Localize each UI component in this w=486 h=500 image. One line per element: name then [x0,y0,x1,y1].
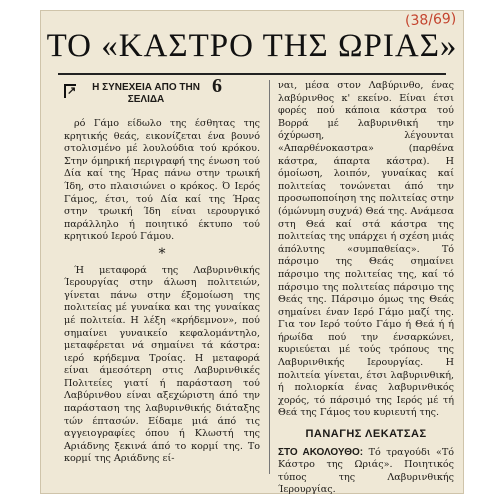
right-column [278,80,454,496]
next-installment-note [278,447,454,497]
column-separator [269,80,270,474]
continuation-text: Η ΣΥΝΕΧΕΙΑ ΑΠΟ ΤΗΝ ΣΕΛΙΔΑ [92,82,200,105]
continuation-marker [64,75,260,110]
left-column [64,75,260,482]
next-installment-label: ΣΤΟ ΑΚΟΛΟΥΘΟ: [278,446,364,458]
author-name: ΠΑΝΑΓΗΣ ΛΕΚΑΤΣΑΣ [305,428,427,441]
arrow-icon: ↗ [67,85,77,97]
continuation-page-number: 6 [212,75,222,97]
article-headline: ΤΟ «ΚΑΣΤΡΟ ΤΗΣ ΩΡΙΑΣ» [46,28,458,64]
handwritten-archive-note: (38/69) [404,10,457,30]
headline-rule [58,73,446,75]
newspaper-clipping [40,10,464,494]
paragraph: ναι, μέσα στον Λαβύρινθο, ένας λαβύρινθος κ' εκείνο. Είναι έτσι φορές πού κάποια κάστρα τού Βορρά μέ λαβυρινθική την όχύρωση, λέγουνται «Απαρθένοκαστρα» (παρθένα κάστρα, άπαρτα κάστρα). Η όμοίωση, λοιπόν, γυναίκας καί πολιτείας τονώνεται άπό την προσωποποίηση της πολιτείας στην (όμώνυμη συχνά) Θεά της. Ανάμεσα στη Θεά καί στά κάστρα της πολιτείας της υπάρχει ή σχέση μιάς άπόλυτης «συμπαθείας». Τό πάρσιμο της Θεάς σημαίνει πάρσιμο της πολιτείας της, καί τό πάρσιμο της πολιτείας πάρσιμο της Θεάς της. Πάρσιμο όμως της Θεάς σημαίνει έναν Ιερό Γάμο μαζί της. Για τον Ιερό τούτο Γάμο ή Θεά ή ή ήρωίδα πού την ένσαρκώνει, κυριεύεται μέ τούς τρόπους της Λαβυρινθικής Ιερουργίας. Η πολιτεία γίνεται, έτσι λαβυρινθική, ή πολιορκία ένας λαβυρινθικός χορός, τό πάρσιμό της Ιερός μέ τή Θεά της Γάμος του κυριευτή της. [278,80,454,419]
paragraph: Ή μεταφορά της Λαβυρινθικής Ίερουργίας στην άλωση πολιτειών, γίνεται πάνω στην έξομοίωση της πολιτείας μέ γυναίκα και της γυναίκας μέ πολιτεία. Η λέξη «κρήδεμνον», πού σημαίνει γυναικείο κεφαλομάντηλο, μεταφέρεται νά σημαίνει τά κάστρα: ιερό κρήδεμνα Τροίας. Η μεταφορά είναι άμεσότερη στις Λαβυρινθικές Πολιτείες γιατί ή παράσταση τού Λαβύρινθου είναι αξεχώριστη άπό την παράσταση της λαβυρινθικής διάταξης τών έπτασών. Είδαμε μιά άπό τις αγγειογραφίες όπου ή Κλωστή της Αριάδνης ξεκινά άπό το κορμί της. Το κορμί της Αριάδνης εί- [64,264,260,465]
next-installment-text: Τό τραγούδι «Τό Κάστρο της Ωριάς». Ποιητικός τύπος της Λαβυρινθικής Ίερουργίας. [278,446,454,496]
section-star-separator: * [158,245,166,262]
paragraph: ρό Γάμο είδωλο της έσθητας της κρητικής θεάς, εικονίζεται ένα βουνό στολισμένο μέ λουλούδια τού κρόκου. Στην όμηρική περιγραφή της ένωση τού Δία καί της Ήρας πάνω στην τρωική Ίδη, στο πλαισιώνει ο κρόκος. Ό Ιερός Γάμος, έτσι, τού Δία καί της Ήρας στην τρωική Ίδη είναι ιερουργικό παράλληλο ή ποιητικό έκτυπο τού κρητικού Ιερού Γάμου. [64,118,260,243]
